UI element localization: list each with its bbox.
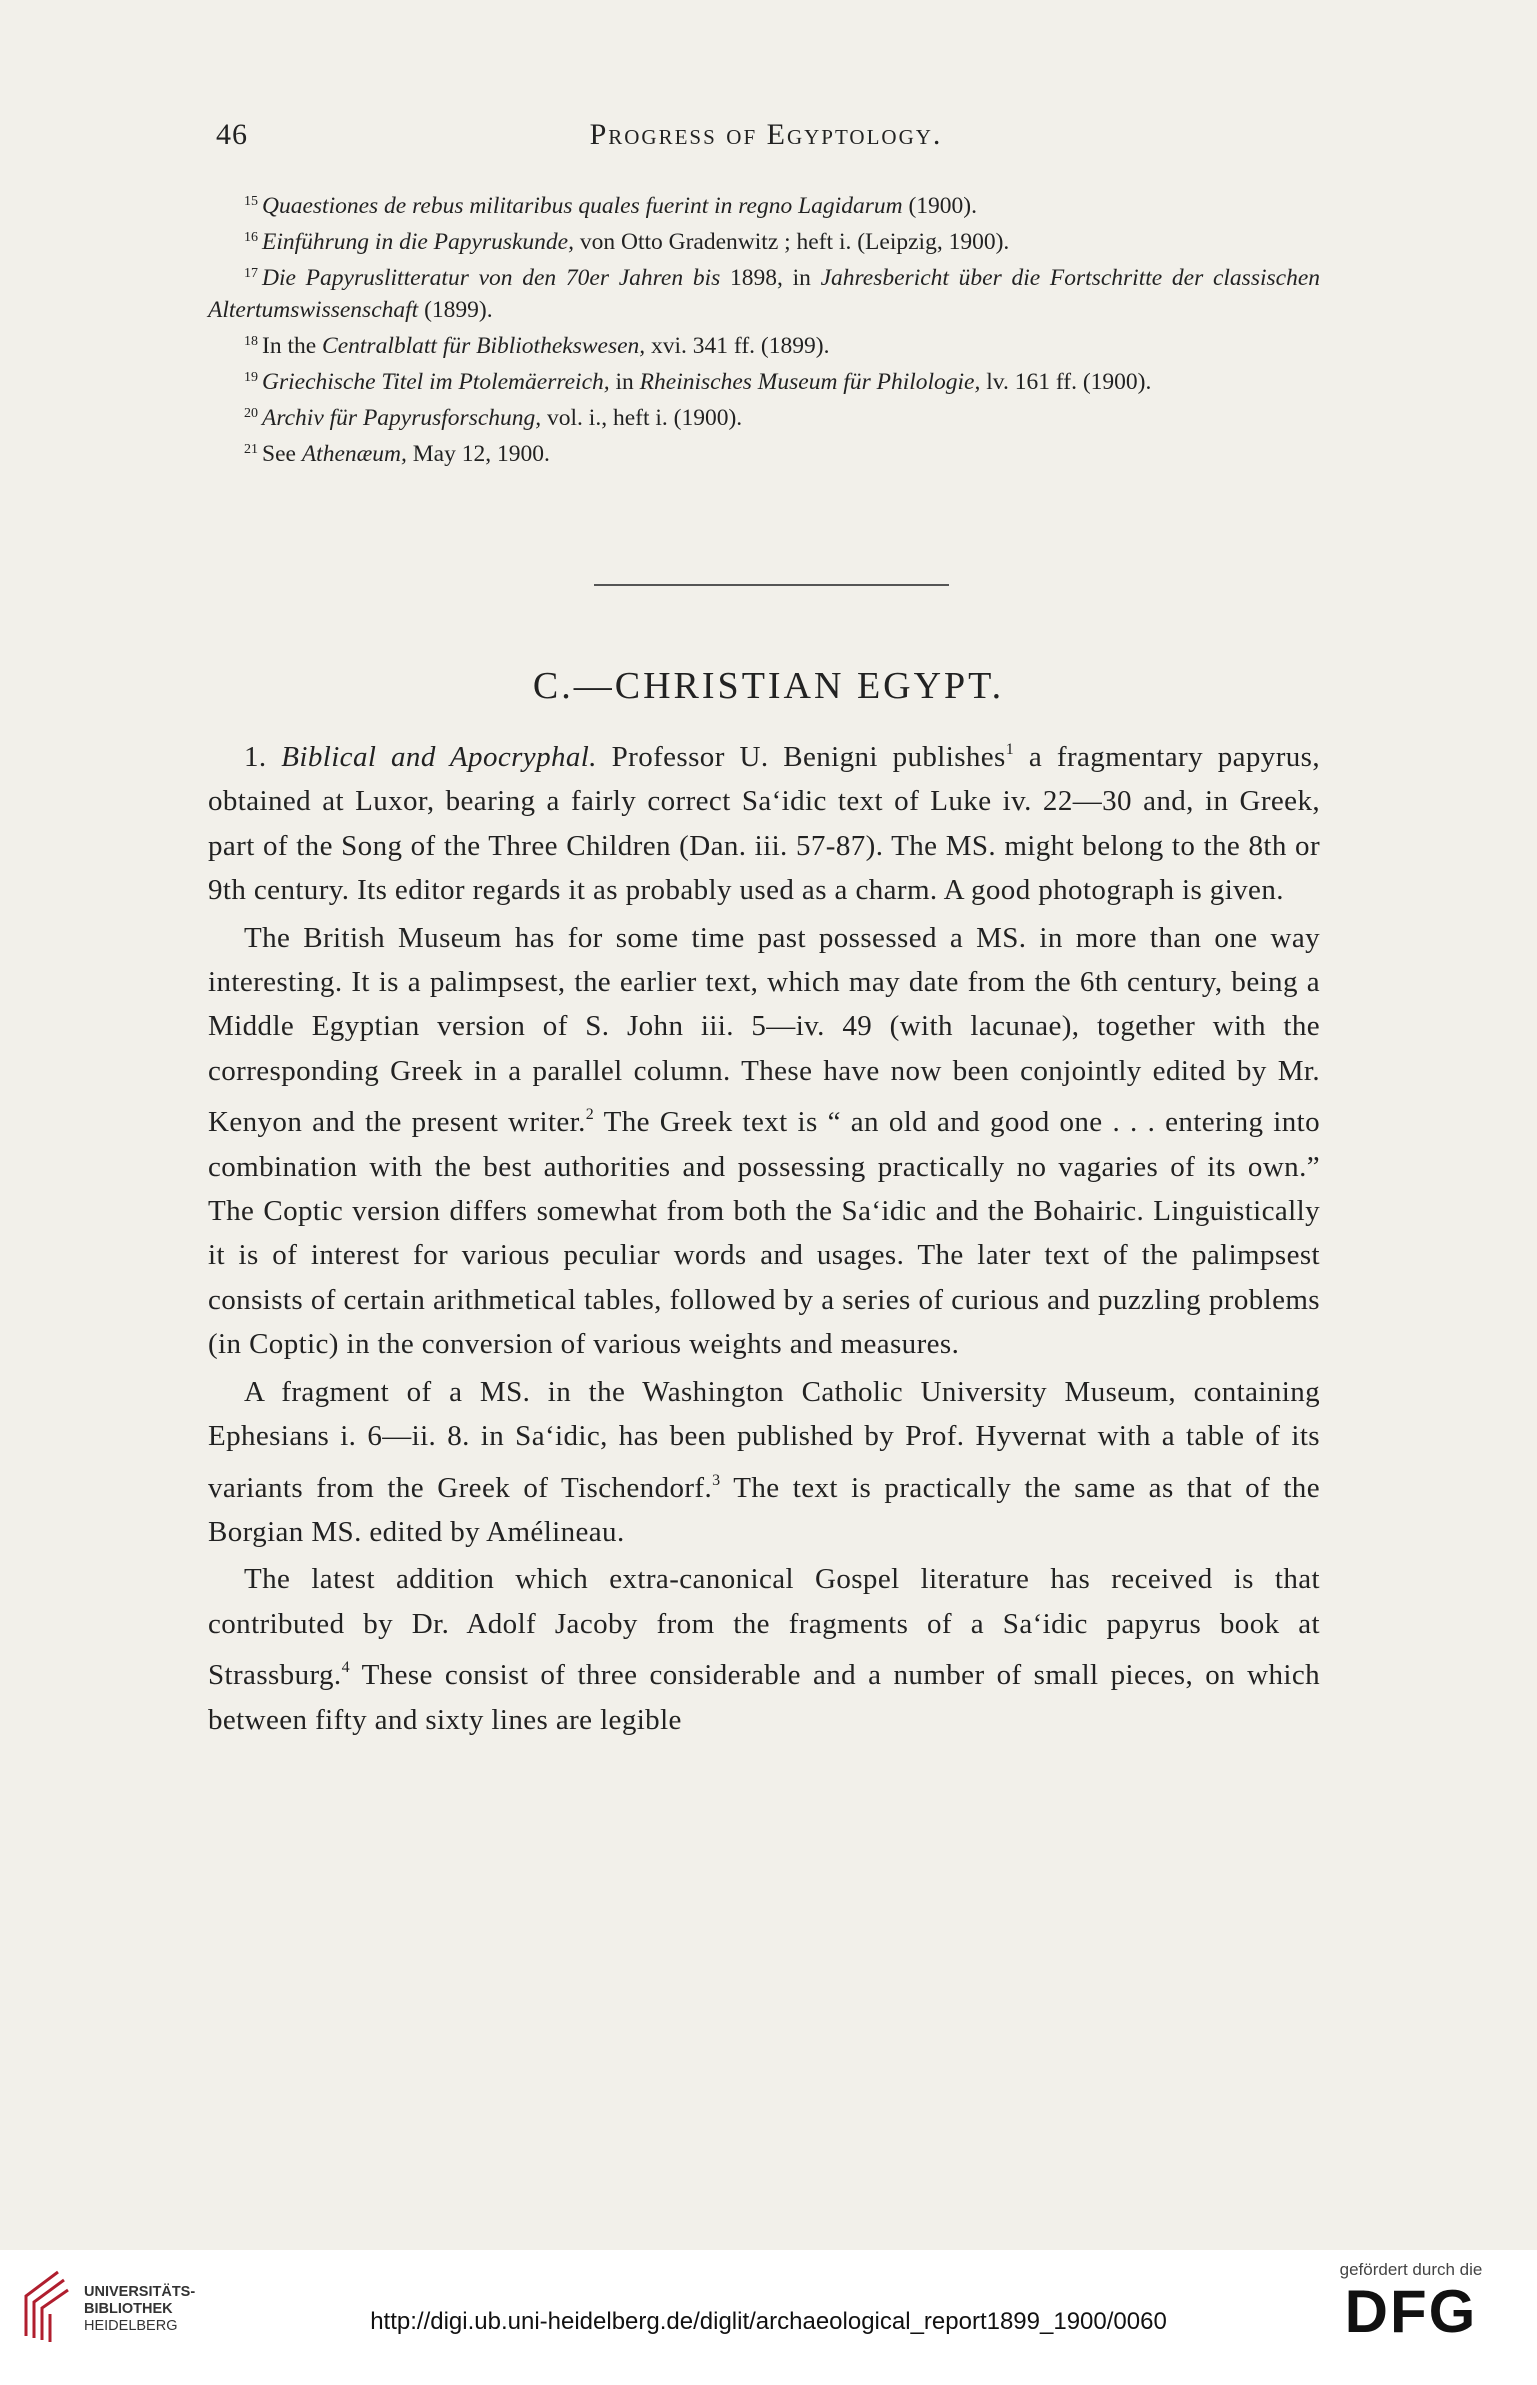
footnote-18: $^{18}$ In the Centralblatt für Bibliothekswesen, xvi. 341 ff. (1899). [244,333,830,359]
section-title: C.—CHRISTIAN EGYPT. [532,665,1005,707]
paragraph-3: A fragment of a MS. in the Washington Catholic University Museum, containing Ephesians i. 6—ii. 8. in Sa‘idic, has been published by Prof. Hyvernat with a table of its variants from the Greek of Tischendorf.$^3$ The text is practically the same as that of the Borgian MS. edited by Amélineau. [208,1375,1320,1548]
page-number: 46 [216,118,248,151]
footnotes [208,186,1320,470]
footnote-16: $^{16}$ Einführung in die Papyruskunde, von Otto Gradenwitz ; heft i. (Leipzig, 1900). [244,229,1010,255]
section-divider [594,584,949,586]
footnote-21: $^{21}$ See Athenæum, May 12, 1900. [244,441,550,467]
source-url[interactable]: http://digi.ub.uni-heidelberg.de/diglit/archaeological_report1899_1900/0060 [370,2308,1167,2335]
body-text [208,728,1320,1745]
paragraph-4: The latest addition which extra-canonical Gospel literature has received is that contributed by Dr. Adolf Jacoby from the fragments of a Sa‘idic papyrus book at Strassburg.$^4$ These consist of three considerable and a number of small pieces, on which between fifty and sixty lines are legible [208,1563,1320,1736]
library-name: UNIVERSITÄTS- BIBLIOTHEK HEIDELBERG [84,2284,196,2334]
running-title: Progress of Egyptology. [589,118,943,151]
footnote-17: $^{17}$ Die Papyruslitteratur von den 70er Jahren bis 1898, in Jahresbericht über die Fortschritte der classischen Altertumswissenschaft (1899). [208,265,1320,323]
funding-label: gefördert durch die [1339,2260,1483,2279]
paragraph-2: The British Museum has for some time past possessed a MS. in more than one way interesting. It is a palimpsest, the earlier text, which may date from the 6th century, being a Middle Egyptian version of S. John iii. 5—iv. 49 (with lacunae), together with the corresponding Greek in a parallel column. These have now been conjointly edited by Mr. Kenyon and the present writer.$^2$ The Greek text is “ an old and good one . . . entering into combination with the best authorities and possessing practically no vagaries of its own.” The Coptic version differs somewhat from both the Sa‘idic and the Bohairic. Linguistically it is of interest for various peculiar words and usages. The later text of the palimpsest consists of certain arithmetical tables, followed by a series of curious and puzzling problems (in Coptic) in the conversion of various weights and measures. [208,921,1320,1361]
footnote-20: $^{20}$ Archiv für Papyrusforschung, vol. i., heft i. (1900). [244,405,743,431]
footnote-19: $^{19}$ Griechische Titel im Ptolemäerreich, in Rheinisches Museum für Philologie, lv. 161 ff. (1900). [244,369,1152,395]
dfg-logo[interactable]: DFG [1344,2278,1478,2345]
paragraph-1: 1. Biblical and Apocryphal. Professor U. Benigni publishes$^1$ a fragmentary papyrus, obtained at Luxor, bearing a fairly correct Sa‘idic text of Luke iv. 22—30 and, in Greek, part of the Song of the Three Children (Dan. iii. 57-87). The MS. might belong to the 8th or 9th century. Its editor regards it as probably used as a charm. A good photograph is given. [208,741,1320,907]
funder-block [1321,2260,1501,2344]
footnote-15: $^{15}$ Quaestiones de rebus militaribus quales fuerint in regno Lagidarum (1900). [244,193,977,219]
page-header [216,118,1316,158]
